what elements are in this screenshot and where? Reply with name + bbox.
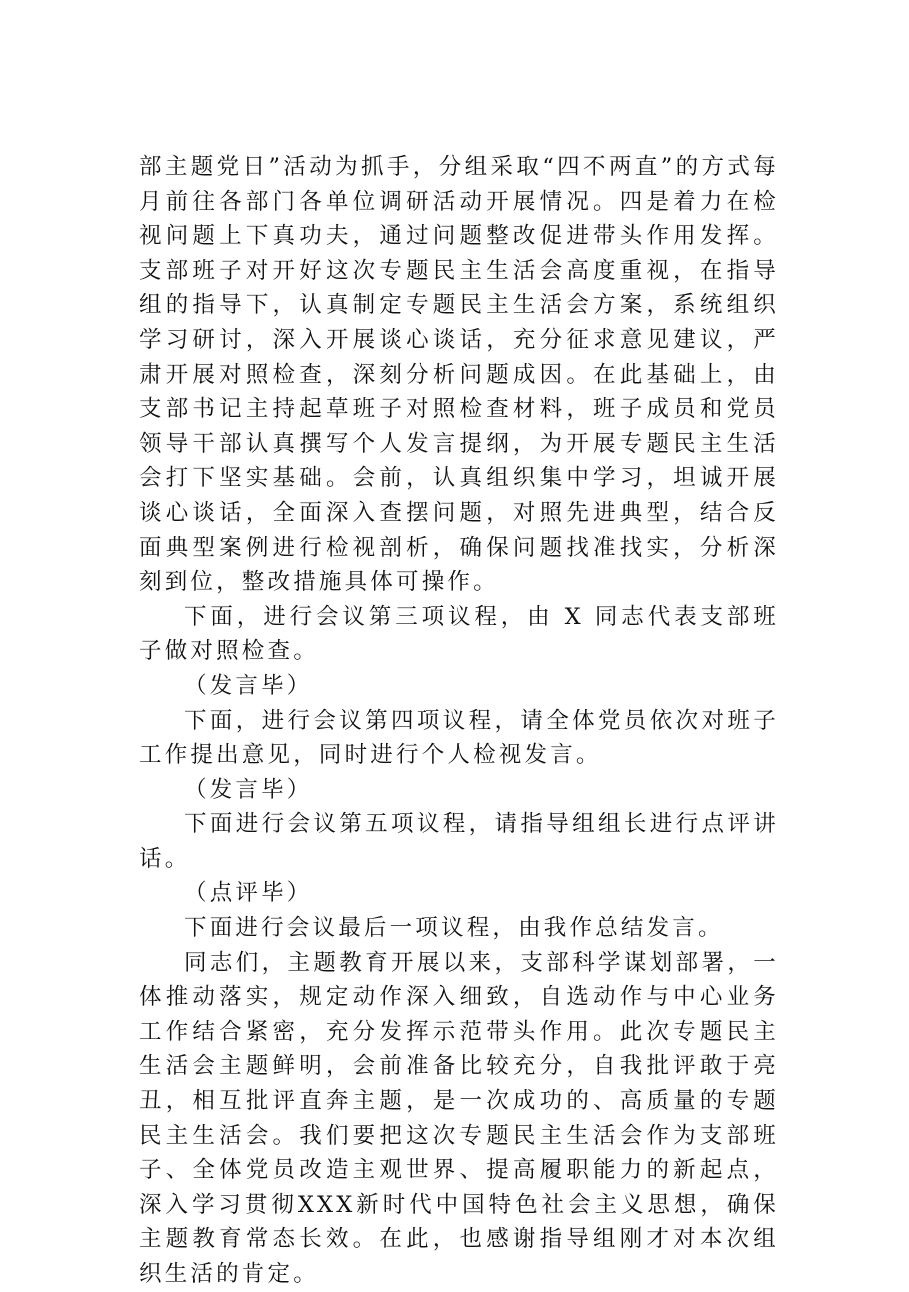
paragraph-agenda-item-3: 下面，进行会议第三项议程，由 X 同志代表支部班子做对照检查。 [139, 603, 779, 665]
paragraph-continued: 部主题党日”活动为抓手，分组采取“四不两直”的方式每月前往各部门各单位调研活动开展情况。四是着力在检视问题上下真功夫，通过问题整改促进带头作用发挥。支部班子对开好这次专题民主生活会高度重视，在指导组的指导下，认真制定专题民主生活会方案，系统组织学习研讨，深入开展谈心谈话，充分征求意见建议，严肃开展对照检查，深刻分析问题成因。在此基础上，由支部书记主持起草班子对照检查材料，班子成员和党员领导干部认真撰写个人发言提纲，为开展专题民主生活会打下坚实基础。会前，认真组织集中学习，坦诚开展谈心谈话，全面深入查摆问题，对照先进典型，结合反面典型案例进行检视剖析，确保问题找准找实，分析深刻到位，整改措施具体可操作。 [139, 154, 779, 596]
note-speech-end-2: （发言毕） [184, 776, 313, 803]
document-body [139, 150, 779, 1292]
paragraph-final-agenda-item: 下面进行会议最后一项议程，由我作总结发言。 [184, 915, 724, 942]
note-speech-end-1: （发言毕） [184, 672, 313, 699]
paragraph-agenda-item-5: 下面进行会议第五项议程，请指导组组长进行点评讲话。 [139, 811, 779, 872]
note-review-end: （点评毕） [184, 880, 313, 907]
paragraph-agenda-item-4: 下面，进行会议第四项议程，请全体党员依次对班子工作提出意见，同时进行个人检视发言。 [139, 707, 779, 769]
paragraph-closing-speech: 同志们，主题教育开展以来，支部科学谋划部署，一体推动落实，规定动作深入细致，自选动作与中心业务工作结合紧密，充分发挥示范带头作用。此次专题民主生活会主题鲜明，会前准备比较充分，自我批评敢于亮丑，相互批评直奔主题，是一次成功的、高质量的专题民主生活会。我们要把这次专题民主生活会作为支部班子、全体党员改造主观世界、提高履职能力的新起点，深入学习贯彻XXX新时代中国特色社会主义思想，确保主题教育常态长效。在此，也感谢指导组刚才对本次组织生活的肯定。 [139, 949, 779, 1287]
